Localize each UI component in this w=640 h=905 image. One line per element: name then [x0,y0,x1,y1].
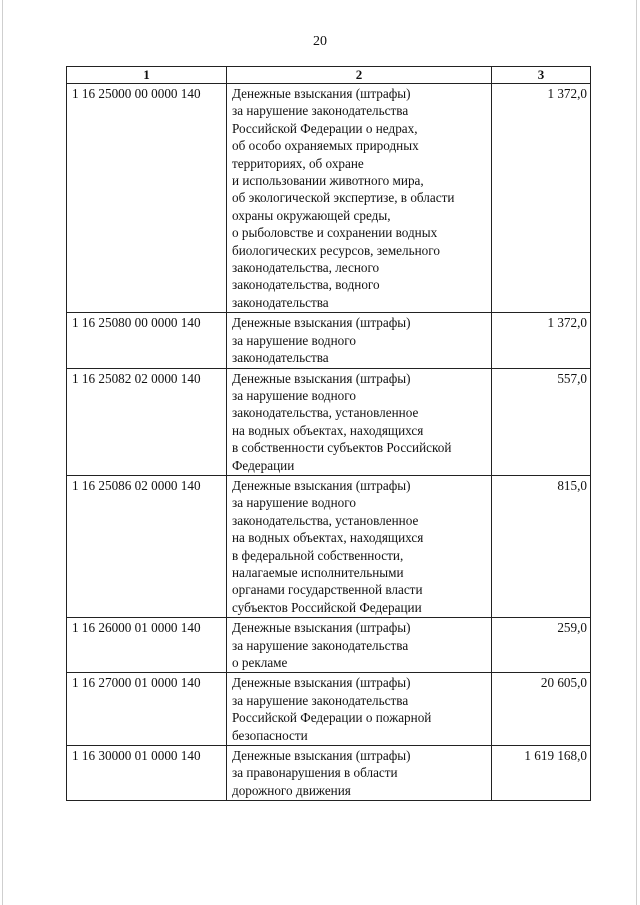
description-line: за нарушение водного [232,332,356,348]
table-body [67,84,591,801]
column-header-code: 1 [67,67,227,84]
column-header-amount: 3 [492,67,591,84]
amount-value: 259,0 [492,618,591,673]
description-line: за правонарушения в области [232,765,398,781]
budget-classification-code: 1 16 26000 01 0000 140 [67,618,227,673]
revenue-description [227,746,492,801]
description-line: законодательства [232,350,329,366]
scan-edge-left [2,0,3,905]
table-row [67,368,591,475]
table-row [67,673,591,746]
description-line: Денежные взыскания (штрафы) [232,620,411,636]
table-row [67,618,591,673]
amount-value: 1 372,0 [492,313,591,368]
description-line: охраны окружающей среды, [232,207,391,223]
description-line: биологических ресурсов, земельного [232,242,440,258]
description-line: законодательства, установленное [232,405,419,421]
budget-classification-code: 1 16 25000 00 0000 140 [67,84,227,313]
description-line: территориях, об охране [232,155,364,171]
table-header-row [67,67,591,84]
description-line: законодательства, установленное [232,512,419,528]
revenue-description [227,673,492,746]
description-line: законодательства, водного [232,277,380,293]
amount-value: 1 372,0 [492,84,591,313]
description-line: безопасности [232,727,308,743]
revenue-description [227,368,492,475]
table-row [67,84,591,313]
description-line: органами государственной власти [232,582,423,598]
description-line: в федеральной собственности, [232,547,404,563]
description-line: Российской Федерации о пожарной [232,710,432,726]
description-line: Российской Федерации о недрах, [232,120,418,136]
description-line: Денежные взыскания (штрафы) [232,748,411,764]
description-line: на водных объектах, находящихся [232,530,424,546]
description-line: Денежные взыскания (штрафы) [232,675,411,691]
description-line: Денежные взыскания (штрафы) [232,315,411,331]
description-line: на водных объектах, находящихся [232,422,424,438]
amount-value: 557,0 [492,368,591,475]
budget-classification-code: 1 16 27000 01 0000 140 [67,673,227,746]
description-line: законодательства [232,294,329,310]
description-line: Денежные взыскания (штрафы) [232,370,411,386]
description-line: за нарушение водного [232,387,356,403]
description-line: об экологической экспертизе, в области [232,190,455,206]
description-line: за нарушение законодательства [232,637,409,653]
description-line: субъектов Российской Федерации [232,599,422,615]
budget-classification-code: 1 16 25086 02 0000 140 [67,475,227,617]
revenue-description [227,475,492,617]
table-row [67,475,591,617]
amount-value: 815,0 [492,475,591,617]
amount-value: 20 605,0 [492,673,591,746]
budget-classification-code: 1 16 30000 01 0000 140 [67,746,227,801]
description-line: Федерации [232,457,295,473]
budget-classification-code: 1 16 25082 02 0000 140 [67,368,227,475]
revenue-description [227,618,492,673]
description-line: Денежные взыскания (штрафы) [232,86,411,101]
revenue-description [227,313,492,368]
description-line: в собственности субъектов Российской [232,440,452,456]
scan-edge-right [636,0,637,905]
description-line: за нарушение законодательства [232,103,409,119]
description-line: дорожного движения [232,782,351,798]
description-line: налагаемые исполнительными [232,564,404,580]
revenue-table [66,66,591,801]
description-line: Денежные взыскания (штрафы) [232,477,411,493]
description-line: о рыболовстве и сохранении водных [232,225,438,241]
amount-value: 1 619 168,0 [492,746,591,801]
revenue-description [227,84,492,313]
table-row [67,746,591,801]
description-line: законодательства, лесного [232,260,380,276]
description-line: об особо охраняемых природных [232,138,419,154]
description-line: о рекламе [232,655,288,670]
page-number: 20 [313,34,327,49]
description-line: и использовании животного мира, [232,173,424,189]
column-header-description: 2 [227,67,492,84]
budget-classification-code: 1 16 25080 00 0000 140 [67,313,227,368]
description-line: за нарушение законодательства [232,692,409,708]
description-line: за нарушение водного [232,495,356,511]
table-row [67,313,591,368]
